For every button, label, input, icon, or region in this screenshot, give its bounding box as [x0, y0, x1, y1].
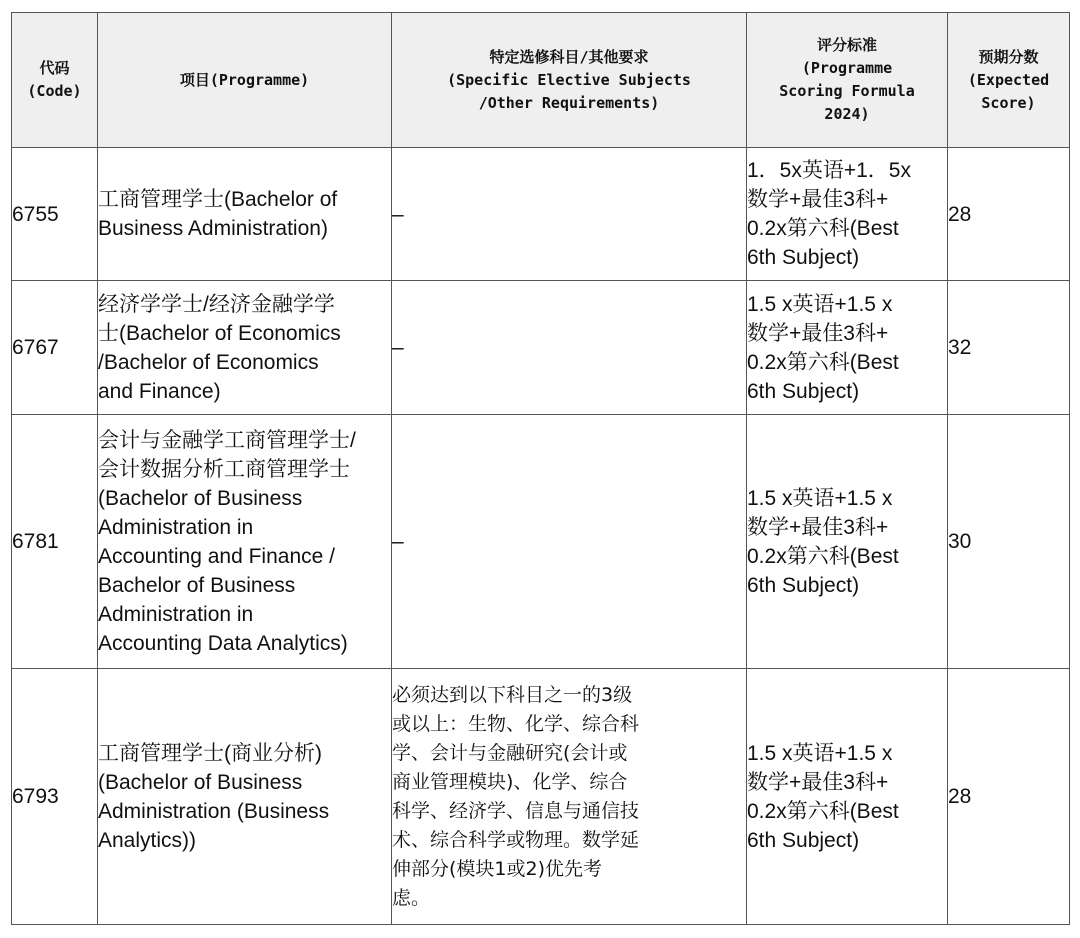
programme-line: 工商管理学士(Bachelor of [98, 188, 338, 211]
table-row [12, 148, 1070, 281]
programme-line: Analytics)) [98, 828, 197, 852]
table-row [12, 669, 1070, 925]
formula-line: 1．5x英语+1．5x [747, 159, 911, 182]
header-formula-line: 评分标准 [816, 36, 877, 54]
programme-line: Administration (Business [98, 799, 330, 823]
formula-line: 0.2x第六科(Best [747, 544, 899, 568]
programme-line: 士(Bachelor of Economics [98, 321, 341, 345]
programme-cell [98, 415, 392, 669]
formula-line: 数学+最佳3科+ [747, 770, 889, 794]
header-requirements [392, 13, 747, 148]
header-code-line: (Code) [27, 82, 82, 100]
programme-line: 会计与金融学工商管理学士/ [98, 428, 356, 452]
header-code [12, 13, 98, 148]
score-cell: 32 [948, 281, 1070, 415]
requirements-line: 商业管理模块)、化学、综合 [392, 770, 628, 793]
programme-line: Administration in [98, 515, 254, 539]
requirements-line: – [392, 530, 404, 553]
programme-line: (Bachelor of Business [98, 770, 303, 794]
requirements-cell [392, 669, 747, 925]
formula-line: 6th Subject) [747, 246, 860, 269]
programme-line: Accounting and Finance / [98, 544, 335, 568]
programme-line: 经济学学士/经济金融学学 [98, 292, 335, 316]
header-score [948, 13, 1070, 148]
requirements-line: 科学、经济学、信息与通信技 [392, 799, 640, 822]
code-cell: 6767 [12, 281, 98, 415]
header-requirements-line: 特定选修科目/其他要求 [489, 47, 649, 66]
programme-line: Business Administration) [98, 217, 328, 240]
programme-line: (Bachelor of Business [98, 486, 303, 510]
formula-line: 6th Subject) [747, 379, 860, 403]
requirements-line: 学、会计与金融研究(会计或 [392, 741, 628, 764]
formula-line: 6th Subject) [747, 573, 860, 597]
header-score-line: 预期分数 [978, 47, 1039, 66]
header-programme [98, 13, 392, 148]
code-cell: 6793 [12, 669, 98, 925]
formula-line: 数学+最佳3科+ [747, 321, 889, 345]
requirements-line: 伸部分(模块1或2)优先考 [392, 857, 603, 880]
formula-line: 数学+最佳3科+ [747, 188, 889, 211]
requirements-line: 虑。 [392, 886, 431, 909]
header-formula-line: 2024) [824, 105, 870, 123]
formula-cell [747, 148, 948, 281]
code-cell: 6755 [12, 148, 98, 281]
programme-line: and Finance) [98, 379, 221, 403]
header-formula-line: Scoring Formula [779, 82, 915, 100]
score-cell: 30 [948, 415, 1070, 669]
programme-line: Bachelor of Business [98, 573, 296, 597]
formula-line: 0.2x第六科(Best [747, 799, 899, 823]
requirements-line: 或以上：生物、化学、综合科 [392, 712, 640, 735]
programme-line: 会计数据分析工商管理学士 [98, 457, 350, 481]
programme-cell [98, 281, 392, 415]
programme-line: Accounting Data Analytics) [98, 631, 348, 655]
programme-line: Administration in [98, 602, 254, 626]
requirements-line: – [392, 202, 404, 226]
formula-line: 1.5 x英语+1.5 x [747, 741, 893, 765]
score-cell: 28 [948, 669, 1070, 925]
header-formula [747, 13, 948, 148]
formula-line: 6th Subject) [747, 828, 860, 852]
score-cell: 28 [948, 148, 1070, 281]
table-row [12, 281, 1070, 415]
requirements-line: – [392, 336, 404, 359]
header-requirements-line: (Specific Elective Subjects [447, 70, 691, 89]
formula-cell [747, 415, 948, 669]
formula-line: 1.5 x英语+1.5 x [747, 486, 893, 510]
table-header-row [12, 13, 1070, 148]
programme-line: 工商管理学士(商业分析) [98, 741, 322, 765]
header-score-line: Score) [981, 93, 1036, 112]
header-score-line: (Expected [967, 70, 1050, 89]
formula-line: 0.2x第六科(Best [747, 350, 899, 374]
requirements-cell [392, 281, 747, 415]
formula-line: 0.2x第六科(Best [747, 217, 899, 240]
code-cell: 6781 [12, 415, 98, 669]
requirements-cell [392, 415, 747, 669]
requirements-cell [392, 148, 747, 281]
programme-line: /Bachelor of Economics [98, 350, 319, 374]
header-requirements-line: /Other Requirements) [478, 93, 660, 112]
formula-line: 数学+最佳3科+ [747, 515, 889, 539]
header-code-line: 代码 [39, 59, 70, 77]
admission-requirements-table [11, 12, 1070, 925]
requirements-line: 术、综合科学或物理。数学延 [392, 828, 640, 851]
formula-cell [747, 281, 948, 415]
header-programme-line: 项目(Programme) [179, 70, 310, 89]
programme-cell [98, 669, 392, 925]
programme-cell [98, 148, 392, 281]
formula-cell [747, 669, 948, 925]
formula-line: 1.5 x英语+1.5 x [747, 292, 893, 316]
header-formula-line: (Programme [801, 59, 893, 77]
table-row [12, 415, 1070, 669]
requirements-line: 必须达到以下科目之一的3级 [392, 683, 633, 706]
